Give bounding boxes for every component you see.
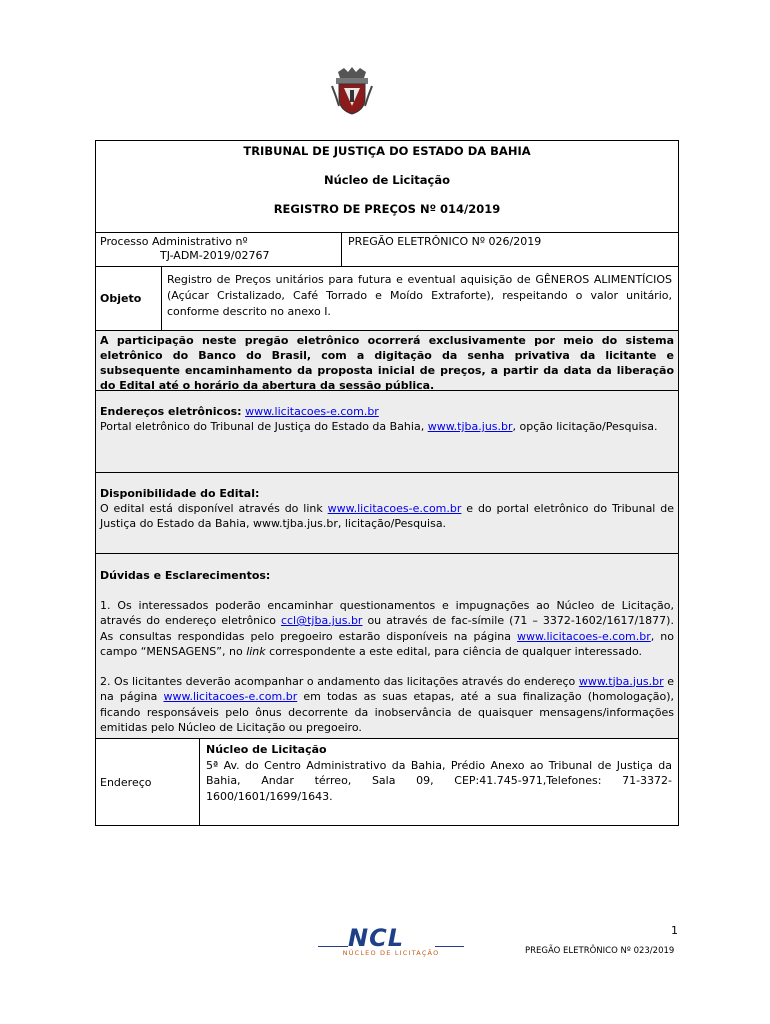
court-title: TRIBUNAL DE JUSTIÇA DO ESTADO DA BAHIA bbox=[243, 144, 531, 158]
nucleus-title: Núcleo de Licitação bbox=[323, 173, 451, 187]
process-label: Processo Administrativo nº bbox=[100, 235, 248, 248]
object-text: Registro de Preços unitários para futura e eventual aquisição de GÊNEROS ALIMENTÍCIOS (Açúcar Cristalizado, Café Torrado e Moído Extraforte), respeitando o valor unitário, conforme descrito no anexo I. bbox=[167, 273, 672, 318]
address-text: 5ª Av. do Centro Administrativo da Bahia, Prédio Anexo ao Tribunal de Justiça da Bahia, Andar térreo, Sala 09, CEP:41.745-971,Telefones: 71-3372-1600/1601/1699/1643. bbox=[206, 758, 672, 803]
address-label: Endereço bbox=[96, 739, 200, 825]
tjba-link[interactable]: www.tjba.jus.br bbox=[427, 420, 513, 433]
electronic-addresses: Endereços eletrônicos: www.licitacoes-e.com.br Portal eletrônico do Tribunal de Justiça do Estado da Bahia, www.tjba.jus.br, opção licitação/Pesquisa. bbox=[96, 391, 678, 473]
ncl-logo-subtitle: NÚCLEO DE LICITAÇÃO bbox=[342, 949, 440, 957]
participation-notice: A participação neste pregão eletrônico ocorrerá exclusivamente por meio do sistema eletrônico do Banco do Brasil, com a digitação da senha privativa da licitante e subsequente encaminhamento da proposta inicial de preços, a partir da data da liberação do Edital até o horário da abertura da sessão pública. bbox=[96, 331, 678, 391]
object-label: Objeto bbox=[96, 267, 162, 330]
footer-pregao: PREGÃO ELETRÔNICO Nº 023/2019 bbox=[525, 946, 675, 956]
address-row bbox=[96, 739, 678, 825]
address-title: Núcleo de Licitação bbox=[206, 743, 327, 756]
availability-link[interactable]: www.licitacoes-e.com.br bbox=[327, 502, 462, 515]
licitacoes-link[interactable]: www.licitacoes-e.com.br bbox=[245, 405, 379, 418]
object-row bbox=[96, 267, 678, 331]
email-link[interactable]: ccl@tjba.jus.br bbox=[280, 614, 363, 627]
questions-paragraph-2: 2. Os licitantes deverão acompanhar o andamento das licitações através do endereço www.tjba.jus.br e na página www.licitacoes-e.com.br em todas as suas etapas, até a sua finalização (homologação), ficando responsáveis pelo ônus decorrente da inobservância de quaisquer mensagens/informações emitidas pelo Núcleo de Licitação ou pregoeiro. bbox=[100, 674, 675, 734]
ncl-logo bbox=[318, 924, 464, 960]
registro-title: REGISTRO DE PREÇOS Nº 014/2019 bbox=[273, 202, 501, 216]
questions-section bbox=[96, 554, 678, 739]
process-row bbox=[96, 233, 678, 267]
edital-availability: Disponibilidade do Edital: O edital está disponível através do link www.licitacoes-e.com.br e do portal eletrônico do Tribunal de Justiça do Estado da Bahia, www.tjba.jus.br, licitação/Pesquisa. bbox=[96, 473, 678, 554]
process-number: TJ-ADM-2019/02767 bbox=[160, 249, 270, 262]
licitacoes-link-3[interactable]: www.licitacoes-e.com.br bbox=[163, 690, 298, 703]
document-header bbox=[96, 141, 678, 233]
electronic-addresses-label: Endereços eletrônicos: bbox=[100, 405, 242, 418]
document-table bbox=[95, 140, 679, 826]
page-number: 1 bbox=[671, 924, 678, 937]
ncl-logo-text: NCL bbox=[348, 924, 404, 952]
questions-label: Dúvidas e Esclarecimentos: bbox=[100, 569, 271, 582]
coat-of-arms-icon bbox=[330, 66, 374, 116]
pregao-number: PREGÃO ELETRÔNICO Nº 026/2019 bbox=[348, 235, 542, 248]
tjba-link-2[interactable]: www.tjba.jus.br bbox=[578, 674, 664, 688]
licitacoes-link-2[interactable]: www.licitacoes-e.com.br bbox=[517, 629, 651, 643]
availability-label: Disponibilidade do Edital: bbox=[100, 487, 260, 500]
questions-paragraph-1: 1. Os interessados poderão encaminhar questionamentos e impugnações ao Núcleo de Licitação, através do endereço eletrônico ccl@tjba.jus.br ou através de fac-símile (71 – 3372-1602/1617/1877). As consultas respondidas pelo pregoeiro estarão disponíveis na página www.licitacoes-e.com.br, no campo “MENSAGENS”, no link correspondente a este edital, para ciência de qualquer interessado. bbox=[100, 598, 674, 658]
